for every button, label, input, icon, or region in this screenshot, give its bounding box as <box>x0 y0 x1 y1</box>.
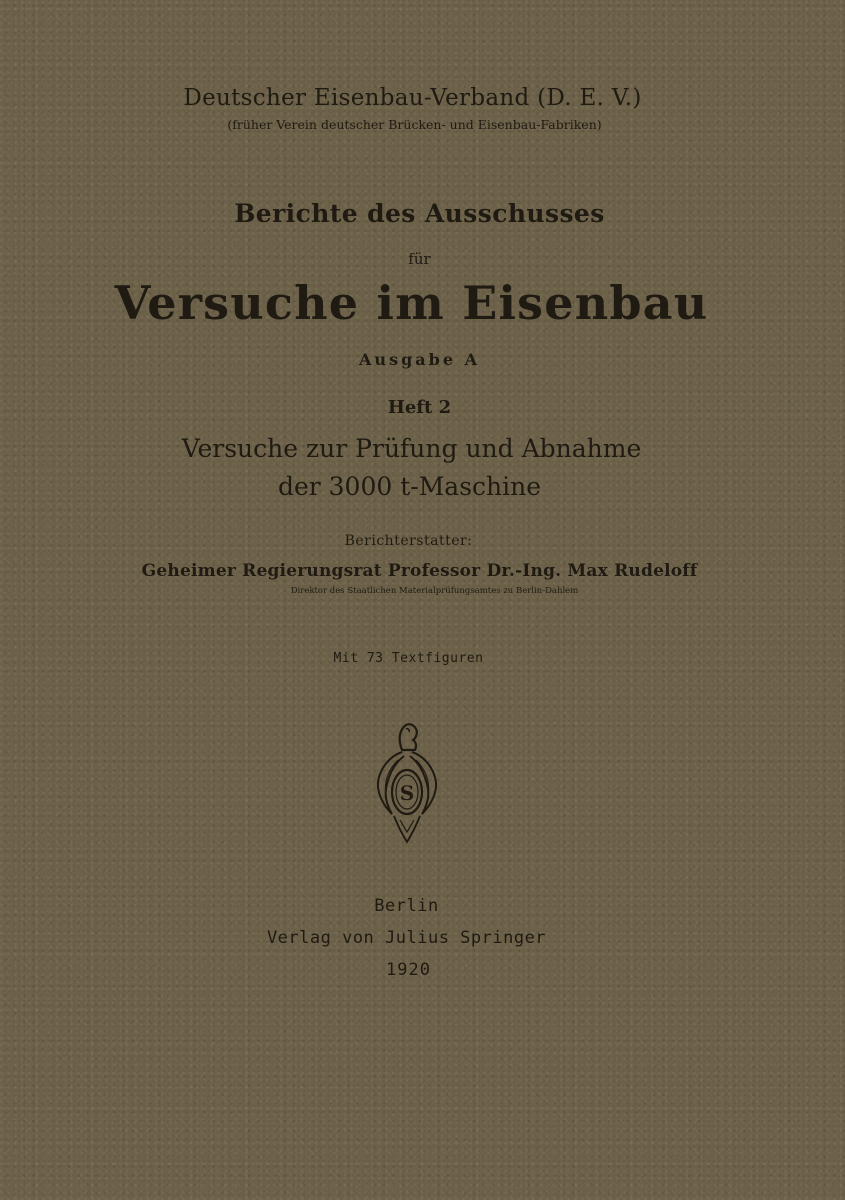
emblem-letter: S <box>399 781 415 805</box>
publisher-former-name: (früher Verein deutscher Brücken- und Eisenbau-Fabriken) <box>227 117 602 132</box>
issue-title-line-1: Versuche zur Prüfung und Abnahme <box>181 434 642 463</box>
publisher-name: Deutscher Eisenbau-Verband (D. E. V.) <box>183 85 642 111</box>
imprint-city: Berlin <box>374 896 439 916</box>
main-title: Versuche im Eisenbau <box>114 276 709 330</box>
springer-knight-emblem-icon <box>372 720 442 845</box>
edition-label: Ausgabe A <box>359 350 480 369</box>
imprint-publisher: Verlag von Julius Springer <box>266 928 547 948</box>
issue-number: Heft 2 <box>387 397 452 418</box>
reporter-label: Berichterstatter: <box>344 533 473 549</box>
figures-note: Mit 73 Textfiguren <box>333 651 484 666</box>
issue-title-line-2: der 3000 t-Maschine <box>277 472 542 501</box>
reporter-name: Geheimer Regierungsrat Professor Dr.-Ing. Max Rudeloff <box>141 561 698 581</box>
reporter-role: Direktor des Staatlichen Materialprüfungsamtes zu Berlin-Dahlem <box>290 586 579 596</box>
imprint-year: 1920 <box>386 960 431 980</box>
series-connector: für <box>408 250 431 268</box>
series-title: Berichte des Ausschusses <box>234 199 605 228</box>
